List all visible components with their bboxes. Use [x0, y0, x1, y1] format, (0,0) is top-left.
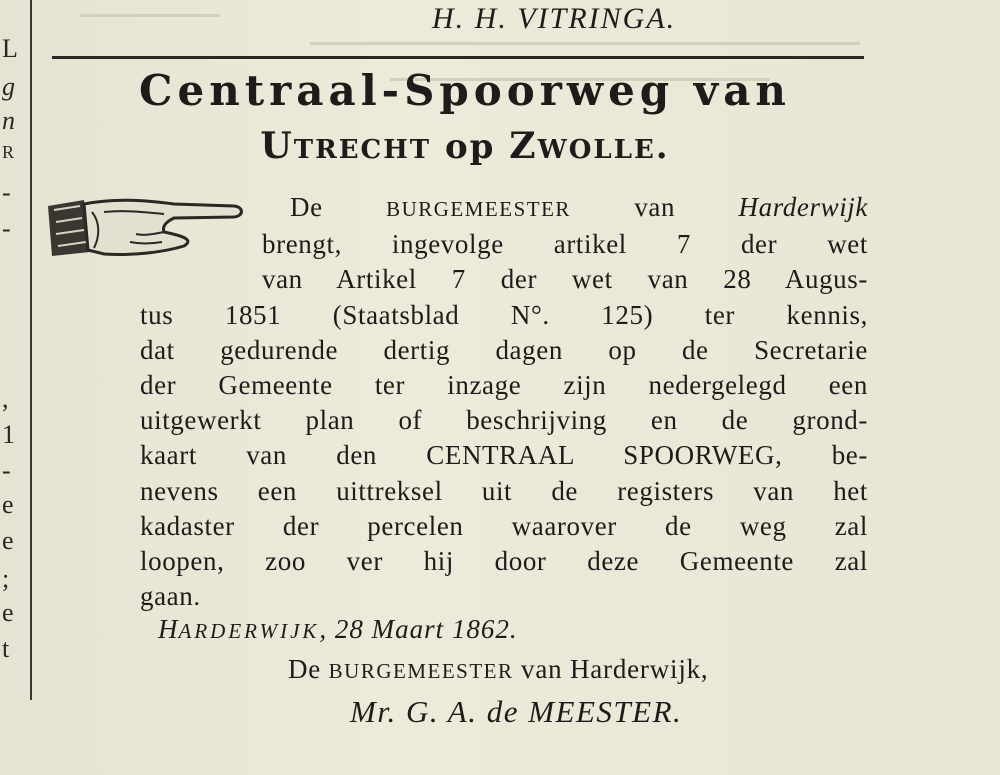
fragment-char: 1 [2, 420, 15, 449]
signer-name: Mr. G. A. de MEESTER. [350, 694, 683, 729]
notice-body [140, 190, 868, 614]
fragment-char: t [2, 634, 10, 663]
body-line: gaan. [140, 581, 201, 612]
body-line: kaart van den CENTRAAL SPOORWEG, be- [140, 440, 868, 471]
notice-separator-rule [52, 56, 864, 59]
fragment-char: g [2, 72, 15, 101]
body-text: De [290, 192, 387, 222]
body-line: uitgewerkt plan of beschrijving en de grond- [140, 405, 868, 436]
body-line [140, 190, 868, 227]
body-text: van [570, 192, 739, 222]
body-line: brengt, ingevolge artikel 7 der wet [262, 229, 868, 260]
notice-dateline [158, 614, 518, 645]
fragment-char: , [2, 384, 9, 413]
fragment-char: - [2, 456, 11, 485]
signer-title-office: BURGEMEESTER [328, 659, 514, 683]
notice-title: Centraal-Spoorweg van [139, 66, 791, 115]
fragment-char: e [2, 598, 14, 627]
fragment-char: R [2, 142, 15, 162]
body-line: van Artikel 7 der wet van 28 Augus- [262, 264, 868, 295]
fragment-char: - [2, 214, 11, 243]
notice-subtitle [0, 125, 930, 167]
body-line: loopen, zoo ver hij door deze Gemeente zal [140, 546, 868, 577]
fragment-char: L [2, 34, 18, 63]
fragment-char: e [2, 526, 14, 555]
fragment-char: - [2, 178, 11, 207]
dateline-place: ARDERWIJK [178, 619, 320, 643]
previous-notice-signature: H. H. VITRINGA. [432, 2, 677, 35]
fragment-char: e [2, 490, 14, 519]
body-line: dat gedurende dertig dagen op de Secretarie [140, 334, 868, 365]
subtitle-part: U [260, 125, 294, 167]
dateline-date: , 28 Maart 1862. [319, 614, 518, 644]
signer-title-pre: De [288, 654, 329, 684]
signer-title-post: van Harderwijk, [513, 654, 709, 684]
body-text-italic: Harderwijk [738, 192, 868, 222]
signer-title [288, 654, 708, 685]
body-line: der Gemeente ter inzage zijn nedergelegd een [140, 370, 868, 401]
body-text-smallcaps: BURGEMEESTER [386, 197, 571, 221]
subtitle-part: TRECHT [293, 135, 432, 165]
body-line: nevens een uittreksel uit de registers van het [140, 475, 868, 506]
subtitle-part: WOLLE [537, 135, 656, 165]
body-line: tus 1851 (Staatsblad N°. 125) ter kennis, [140, 299, 868, 330]
fragment-char: n [2, 106, 15, 135]
subtitle-part: Z [509, 125, 538, 167]
fragment-char: ; [2, 564, 10, 593]
body-line: kadaster der percelen waarover de weg zal [140, 510, 868, 541]
subtitle-part: . [655, 127, 670, 167]
subtitle-part: op [431, 127, 510, 167]
dateline-initial: H [158, 614, 179, 644]
